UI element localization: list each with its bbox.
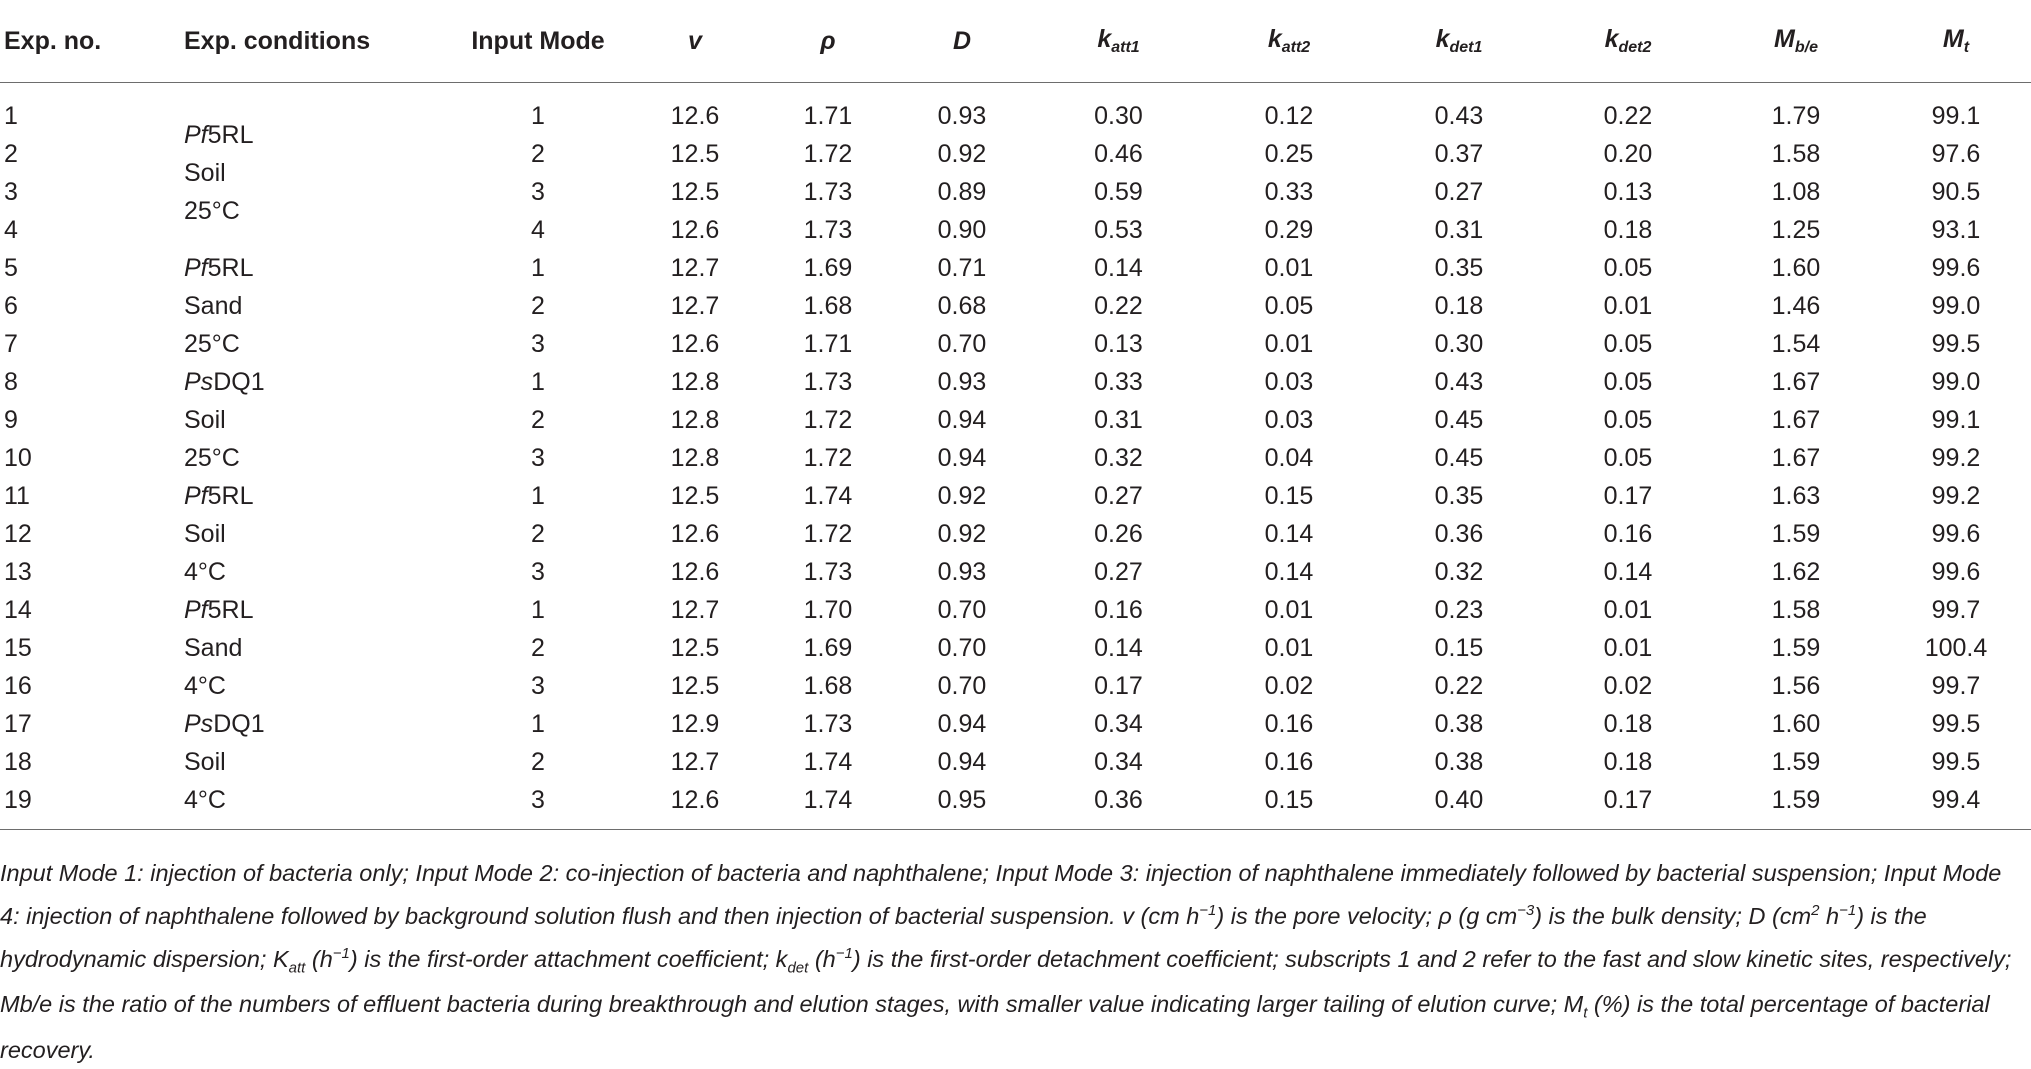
header-rho-symbol: ρ (820, 26, 836, 55)
cell-rho: 1.69 (803, 253, 853, 282)
cell-kdet2: 0.14 (1603, 557, 1653, 586)
cell-mode: 1 (531, 253, 545, 282)
header-D (892, 0, 1032, 83)
cell-exp-no: 12 (4, 519, 32, 548)
cell-mode: 1 (531, 101, 545, 130)
condition-temp: 4°C (184, 671, 226, 700)
cell-D: 0.93 (937, 367, 987, 396)
header-D-symbol: D (952, 26, 972, 55)
cell-exp-no: 18 (4, 747, 32, 776)
cell-v: 12.6 (670, 557, 720, 586)
condition-temp: 4°C (184, 557, 226, 586)
header-exp-conditions: Exp. conditions (180, 0, 450, 83)
cell-kdet1: 0.38 (1434, 709, 1484, 738)
cell-exp-conditions (180, 667, 450, 705)
cell-mbe: 1.08 (1771, 177, 1821, 206)
cell-katt2: 0.29 (1264, 215, 1314, 244)
cell-D: 0.94 (937, 747, 987, 776)
cell-exp-no: 6 (4, 291, 18, 320)
condition-medium: Soil (184, 405, 226, 434)
cell-mbe: 1.56 (1771, 671, 1821, 700)
cell-kdet2: 0.17 (1545, 781, 1711, 830)
table-row (0, 743, 2031, 781)
cell-D: 0.92 (937, 139, 987, 168)
cell-mode: 2 (531, 633, 545, 662)
cell-mbe: 1.54 (1771, 329, 1821, 358)
cell-katt2: 0.01 (1264, 595, 1314, 624)
cell-mode: 2 (531, 747, 545, 776)
condition-species: PsDQ1 (184, 367, 265, 396)
cell-mt: 100.4 (1924, 633, 1988, 662)
cell-v: 12.5 (670, 481, 720, 510)
cell-kdet1: 0.45 (1434, 405, 1484, 434)
cell-exp-no: 11 (4, 481, 30, 510)
cell-mt: 99.2 (1931, 481, 1981, 510)
cell-kdet2: 0.05 (1603, 253, 1653, 282)
cell-v: 12.7 (670, 291, 720, 320)
cell-mode: 1 (531, 367, 545, 396)
cell-kdet2: 0.01 (1603, 633, 1653, 662)
cell-mode: 1 (531, 481, 545, 510)
cell-D: 0.94 (937, 709, 987, 738)
cell-mode: 3 (531, 671, 545, 700)
cell-katt1: 0.59 (1094, 177, 1143, 206)
cell-katt2: 0.05 (1264, 291, 1314, 320)
cell-kdet1: 0.43 (1434, 101, 1484, 130)
cell-katt1: 0.14 (1094, 633, 1143, 662)
cell-exp-no: 7 (4, 329, 18, 358)
cell-katt1: 0.17 (1094, 671, 1143, 700)
header-row (0, 0, 2031, 83)
cell-mt: 99.5 (1931, 747, 1981, 776)
cell-kdet2: 0.05 (1603, 443, 1653, 472)
header-mt: $M_t$ (1881, 0, 2031, 83)
cell-exp-conditions (180, 705, 450, 743)
cell-D: 0.92 (937, 481, 987, 510)
cell-kdet2: 0.18 (1603, 747, 1653, 776)
cell-mode: 3 (531, 557, 545, 586)
cell-exp-no: 19 (0, 781, 180, 830)
table-row (0, 515, 2031, 553)
condition-temp: 25°C (184, 443, 240, 472)
cell-mbe: 1.59 (1771, 747, 1821, 776)
cell-v: 12.6 (670, 329, 720, 358)
table-row (0, 477, 2031, 515)
header-input-mode: Input Mode (450, 0, 626, 83)
cell-katt1: 0.13 (1094, 329, 1143, 358)
table-row (0, 363, 2031, 401)
table-row (0, 211, 2031, 249)
cell-exp-no: 13 (4, 557, 32, 586)
cell-mt: 99.6 (1931, 253, 1981, 282)
cell-kdet2: 0.13 (1603, 177, 1653, 206)
cell-katt2: 0.16 (1264, 747, 1314, 776)
cell-D: 0.93 (937, 557, 987, 586)
cell-mt: 99.1 (1931, 405, 1981, 434)
condition-species: Pf5RL (184, 120, 254, 149)
cell-katt1: 0.27 (1094, 481, 1143, 510)
cell-kdet2: 0.05 (1603, 367, 1653, 396)
cell-katt1: 0.33 (1094, 367, 1143, 396)
condition-medium: Sand (184, 291, 243, 320)
cell-katt2: 0.03 (1264, 405, 1314, 434)
cell-kdet1: 0.37 (1434, 139, 1484, 168)
cell-D: 0.70 (937, 595, 987, 624)
table-row (0, 439, 2031, 477)
cell-kdet2: 0.16 (1603, 519, 1653, 548)
cell-mbe: 1.59 (1711, 781, 1881, 830)
table-row (0, 173, 2031, 211)
cell-kdet1: 0.35 (1434, 253, 1484, 282)
cell-rho: 1.71 (803, 101, 853, 130)
cell-exp-conditions (180, 781, 450, 830)
cell-rho: 1.69 (803, 633, 853, 662)
cell-rho: 1.72 (803, 519, 853, 548)
cell-kdet2: 0.18 (1603, 709, 1653, 738)
cell-mt: 99.2 (1931, 443, 1981, 472)
cell-exp-conditions (180, 363, 450, 401)
cell-katt2: 0.01 (1264, 633, 1314, 662)
cell-exp-no: 5 (4, 253, 18, 282)
cell-v: 12.8 (670, 443, 720, 472)
cell-mt: 90.5 (1931, 177, 1981, 206)
condition-medium: Soil (184, 747, 226, 776)
cell-v: 12.6 (670, 519, 720, 548)
cell-mt: 99.5 (1931, 709, 1981, 738)
cell-exp-conditions (180, 439, 450, 477)
cell-mt: 99.6 (1931, 557, 1981, 586)
cell-v: 12.6 (670, 101, 720, 130)
cell-rho: 1.72 (803, 443, 853, 472)
cell-mode: 2 (531, 519, 545, 548)
cell-mt: 99.6 (1931, 519, 1981, 548)
cell-D: 0.89 (937, 177, 987, 206)
table-row (0, 781, 2031, 830)
table-row (0, 553, 2031, 591)
cell-exp-conditions (180, 401, 450, 439)
cell-katt2: 0.12 (1264, 101, 1314, 130)
cell-katt1: 0.14 (1094, 253, 1143, 282)
header-rho (764, 0, 892, 83)
cell-v: 12.7 (670, 253, 720, 282)
cell-mt: 97.6 (1931, 139, 1981, 168)
table-row (0, 83, 2031, 136)
cell-exp-conditions (180, 515, 450, 553)
table-body (0, 83, 2031, 830)
cell-kdet2: 0.05 (1603, 405, 1653, 434)
cell-mbe: 1.79 (1771, 101, 1821, 130)
cell-mt: 99.0 (1931, 291, 1981, 320)
cell-rho: 1.74 (764, 781, 892, 830)
cell-kdet1: 0.32 (1434, 557, 1484, 586)
header-kdet1: $k_{det1}$ (1373, 0, 1545, 83)
cell-exp-no: 8 (4, 367, 18, 396)
cell-mode: 2 (531, 405, 545, 434)
cell-v: 12.9 (670, 709, 720, 738)
cell-mt: 93.1 (1931, 215, 1981, 244)
cell-exp-no: 15 (4, 633, 32, 662)
cell-kdet2: 0.20 (1603, 139, 1653, 168)
cell-D: 0.68 (937, 291, 987, 320)
cell-kdet1: 0.22 (1434, 671, 1484, 700)
cell-v: 12.6 (626, 781, 764, 830)
cell-mode: 3 (531, 329, 545, 358)
cell-kdet2: 0.01 (1603, 291, 1653, 320)
cell-exp-conditions (180, 629, 450, 667)
cell-katt2: 0.33 (1264, 177, 1314, 206)
table-row (0, 667, 2031, 705)
cell-D: 0.71 (937, 253, 987, 282)
condition-species: Pf5RL (184, 253, 254, 282)
cell-mode: 3 (450, 781, 626, 830)
cell-kdet1: 0.35 (1434, 481, 1484, 510)
condition-species: PsDQ1 (184, 709, 265, 738)
condition-medium: Soil (184, 519, 226, 548)
cell-mbe: 1.62 (1771, 557, 1821, 586)
cell-katt2: 0.25 (1264, 139, 1314, 168)
condition-medium: Sand (184, 633, 243, 662)
cell-katt2: 0.03 (1264, 367, 1314, 396)
cell-mode: 3 (531, 177, 545, 206)
cell-katt1: 0.31 (1094, 405, 1143, 434)
cell-katt2: 0.01 (1264, 253, 1314, 282)
cell-mbe: 1.58 (1771, 139, 1821, 168)
cell-exp-conditions (180, 553, 450, 591)
cell-mt: 99.4 (1881, 781, 2031, 830)
cell-v: 12.5 (670, 177, 720, 206)
header-mbe: $M_{b/e}$ (1711, 0, 1881, 83)
table-row (0, 287, 2031, 325)
cell-katt1: 0.53 (1094, 215, 1143, 244)
cell-D: 0.90 (937, 215, 987, 244)
cell-mode: 3 (531, 443, 545, 472)
cell-rho: 1.71 (803, 329, 853, 358)
cell-D: 0.92 (937, 519, 987, 548)
table-row (0, 705, 2031, 743)
cell-mbe: 1.25 (1771, 215, 1821, 244)
cell-exp-conditions (180, 325, 450, 363)
header-kdet2: $k_{det2}$ (1545, 0, 1711, 83)
table-row (0, 401, 2031, 439)
cell-v: 12.5 (670, 671, 720, 700)
cell-exp-no: 17 (4, 709, 32, 738)
cell-D: 0.93 (937, 101, 987, 130)
table-row (0, 629, 2031, 667)
cell-kdet1: 0.43 (1434, 367, 1484, 396)
cell-mt: 99.1 (1931, 101, 1981, 130)
cell-rho: 1.74 (803, 747, 853, 776)
cell-v: 12.8 (670, 405, 720, 434)
cell-exp-conditions (180, 287, 450, 325)
cell-v: 12.7 (670, 595, 720, 624)
cell-mbe: 1.59 (1771, 633, 1821, 662)
cell-D: 0.94 (937, 405, 987, 434)
cell-rho: 1.72 (803, 405, 853, 434)
cell-D: 0.70 (937, 329, 987, 358)
cell-mbe: 1.60 (1771, 253, 1821, 282)
cell-kdet1: 0.36 (1434, 519, 1484, 548)
cell-katt1: 0.36 (1032, 781, 1205, 830)
cell-exp-conditions (180, 743, 450, 781)
cell-mode: 2 (531, 291, 545, 320)
cell-katt2: 0.16 (1264, 709, 1314, 738)
cell-katt1: 0.34 (1094, 747, 1143, 776)
cell-mt: 99.0 (1931, 367, 1981, 396)
cell-exp-no: 1 (4, 101, 18, 130)
cell-D: 0.70 (937, 633, 987, 662)
cell-v: 12.5 (670, 633, 720, 662)
cell-exp-no: 9 (4, 405, 18, 434)
table-row (0, 325, 2031, 363)
cell-mode: 2 (531, 139, 545, 168)
condition-species: Pf5RL (184, 595, 254, 624)
cell-kdet1: 0.15 (1434, 633, 1484, 662)
cell-katt1: 0.22 (1094, 291, 1143, 320)
cell-mt: 99.7 (1931, 671, 1981, 700)
cell-mbe: 1.67 (1771, 367, 1821, 396)
cell-katt1: 0.32 (1094, 443, 1143, 472)
cell-exp-conditions (180, 83, 450, 149)
table-footnote: Input Mode 1: injection of bacteria only; Input Mode 2: co-injection of bacteria and naphthalene; Input Mode 3: injection of naphthalene immediately followed by bacterial suspension; Input Mode 4: injection of naphthalene followed by background solution flush and then injection of bacterial suspension. v (cm $h^{-1}$) is the pore velocity; ρ (g $cm^{-3}$) is the bulk density; D ($cm^2$ $h^{-1}$) is the hydrodynamic dispersion; $K_{att}$ $(h^{-1})$ is the first-order attachment coefficient; $k_{det}$ $(h^{-1})$ is the first-order detachment coefficient; subscripts 1 and 2 refer to the fast and slow kinetic sites, respectively; Mb/e is the ratio of the numbers of effluent bacteria during breakthrough and elution stages, with smaller value indicating larger tailing of elution curve; $M_t$ (%) is the total percentage of bacterial recovery. (0, 860, 2012, 1064)
cell-rho: 1.68 (803, 671, 853, 700)
cell-mbe: 1.63 (1771, 481, 1821, 510)
cell-exp-no: 10 (4, 443, 32, 472)
cell-mbe: 1.59 (1771, 519, 1821, 548)
cell-exp-no: 3 (4, 177, 18, 206)
condition-species: Pf5RL (184, 481, 254, 510)
cell-kdet2: 0.02 (1603, 671, 1653, 700)
cell-v: 12.7 (670, 747, 720, 776)
header-v (626, 0, 764, 83)
cell-D: 0.70 (937, 671, 987, 700)
cell-exp-no: 14 (4, 595, 32, 624)
cell-katt2: 0.01 (1264, 329, 1314, 358)
cell-rho: 1.73 (803, 557, 853, 586)
condition-temp: 25°C (184, 329, 240, 358)
cell-mbe: 1.60 (1771, 709, 1821, 738)
cell-katt2: 0.02 (1264, 671, 1314, 700)
cell-D: 0.95 (892, 781, 1032, 830)
cell-mt: 99.7 (1931, 595, 1981, 624)
cell-v: 12.5 (670, 139, 720, 168)
cell-rho: 1.73 (803, 215, 853, 244)
cell-rho: 1.74 (803, 481, 853, 510)
table-row (0, 249, 2031, 287)
cell-rho: 1.68 (803, 291, 853, 320)
header-v-symbol: v (688, 26, 702, 55)
table-row (0, 135, 2031, 173)
cell-rho: 1.73 (803, 709, 853, 738)
cell-katt2: 0.15 (1264, 481, 1314, 510)
cell-kdet1: 0.38 (1434, 747, 1484, 776)
cell-kdet2: 0.01 (1603, 595, 1653, 624)
cell-rho: 1.73 (803, 367, 853, 396)
cell-mbe: 1.46 (1771, 291, 1821, 320)
header-katt1: $k_{att1}$ (1032, 0, 1205, 83)
cell-mbe: 1.67 (1771, 405, 1821, 434)
cell-mbe: 1.58 (1771, 595, 1821, 624)
cell-exp-conditions (180, 249, 450, 287)
cell-exp-no: 4 (4, 215, 18, 244)
cell-katt1: 0.34 (1094, 709, 1143, 738)
cell-kdet1: 0.45 (1434, 443, 1484, 472)
cell-rho: 1.72 (803, 139, 853, 168)
cell-mt: 99.5 (1931, 329, 1981, 358)
condition-temp: 25°C (184, 196, 240, 225)
cell-exp-no: 2 (4, 139, 18, 168)
cell-katt2: 0.14 (1264, 519, 1314, 548)
cell-katt1: 0.26 (1094, 519, 1143, 548)
cell-kdet2: 0.05 (1603, 329, 1653, 358)
cell-kdet1: 0.23 (1434, 595, 1484, 624)
cell-kdet1: 0.18 (1434, 291, 1484, 320)
header-exp-no: Exp. no. (0, 0, 180, 83)
cell-v: 12.8 (670, 367, 720, 396)
cell-kdet2: 0.18 (1603, 215, 1653, 244)
cell-mbe: 1.67 (1771, 443, 1821, 472)
cell-mode: 1 (531, 595, 545, 624)
cell-kdet1: 0.31 (1434, 215, 1484, 244)
cell-katt2: 0.14 (1264, 557, 1314, 586)
cell-mode: 4 (531, 215, 545, 244)
cell-katt1: 0.16 (1094, 595, 1143, 624)
cell-katt2: 0.15 (1205, 781, 1373, 830)
cell-exp-conditions (180, 477, 450, 515)
cell-D: 0.94 (937, 443, 987, 472)
cell-kdet1: 0.30 (1434, 329, 1484, 358)
cell-katt1: 0.30 (1094, 101, 1143, 130)
header-katt2: $k_{att2}$ (1205, 0, 1373, 83)
condition-temp: 4°C (184, 785, 226, 814)
cell-kdet1: 0.27 (1434, 177, 1484, 206)
cell-katt1: 0.46 (1094, 139, 1143, 168)
table-row (0, 591, 2031, 629)
cell-kdet1: 0.40 (1373, 781, 1545, 830)
cell-katt2: 0.04 (1264, 443, 1314, 472)
condition-medium: Soil (184, 158, 226, 187)
cell-katt1: 0.27 (1094, 557, 1143, 586)
cell-exp-no: 16 (4, 671, 32, 700)
cell-rho: 1.70 (803, 595, 853, 624)
cell-rho: 1.73 (803, 177, 853, 206)
cell-kdet2: 0.22 (1603, 101, 1653, 130)
cell-exp-conditions (180, 591, 450, 629)
cell-kdet2: 0.17 (1603, 481, 1653, 510)
cell-v: 12.6 (670, 215, 720, 244)
cell-mode: 1 (531, 709, 545, 738)
